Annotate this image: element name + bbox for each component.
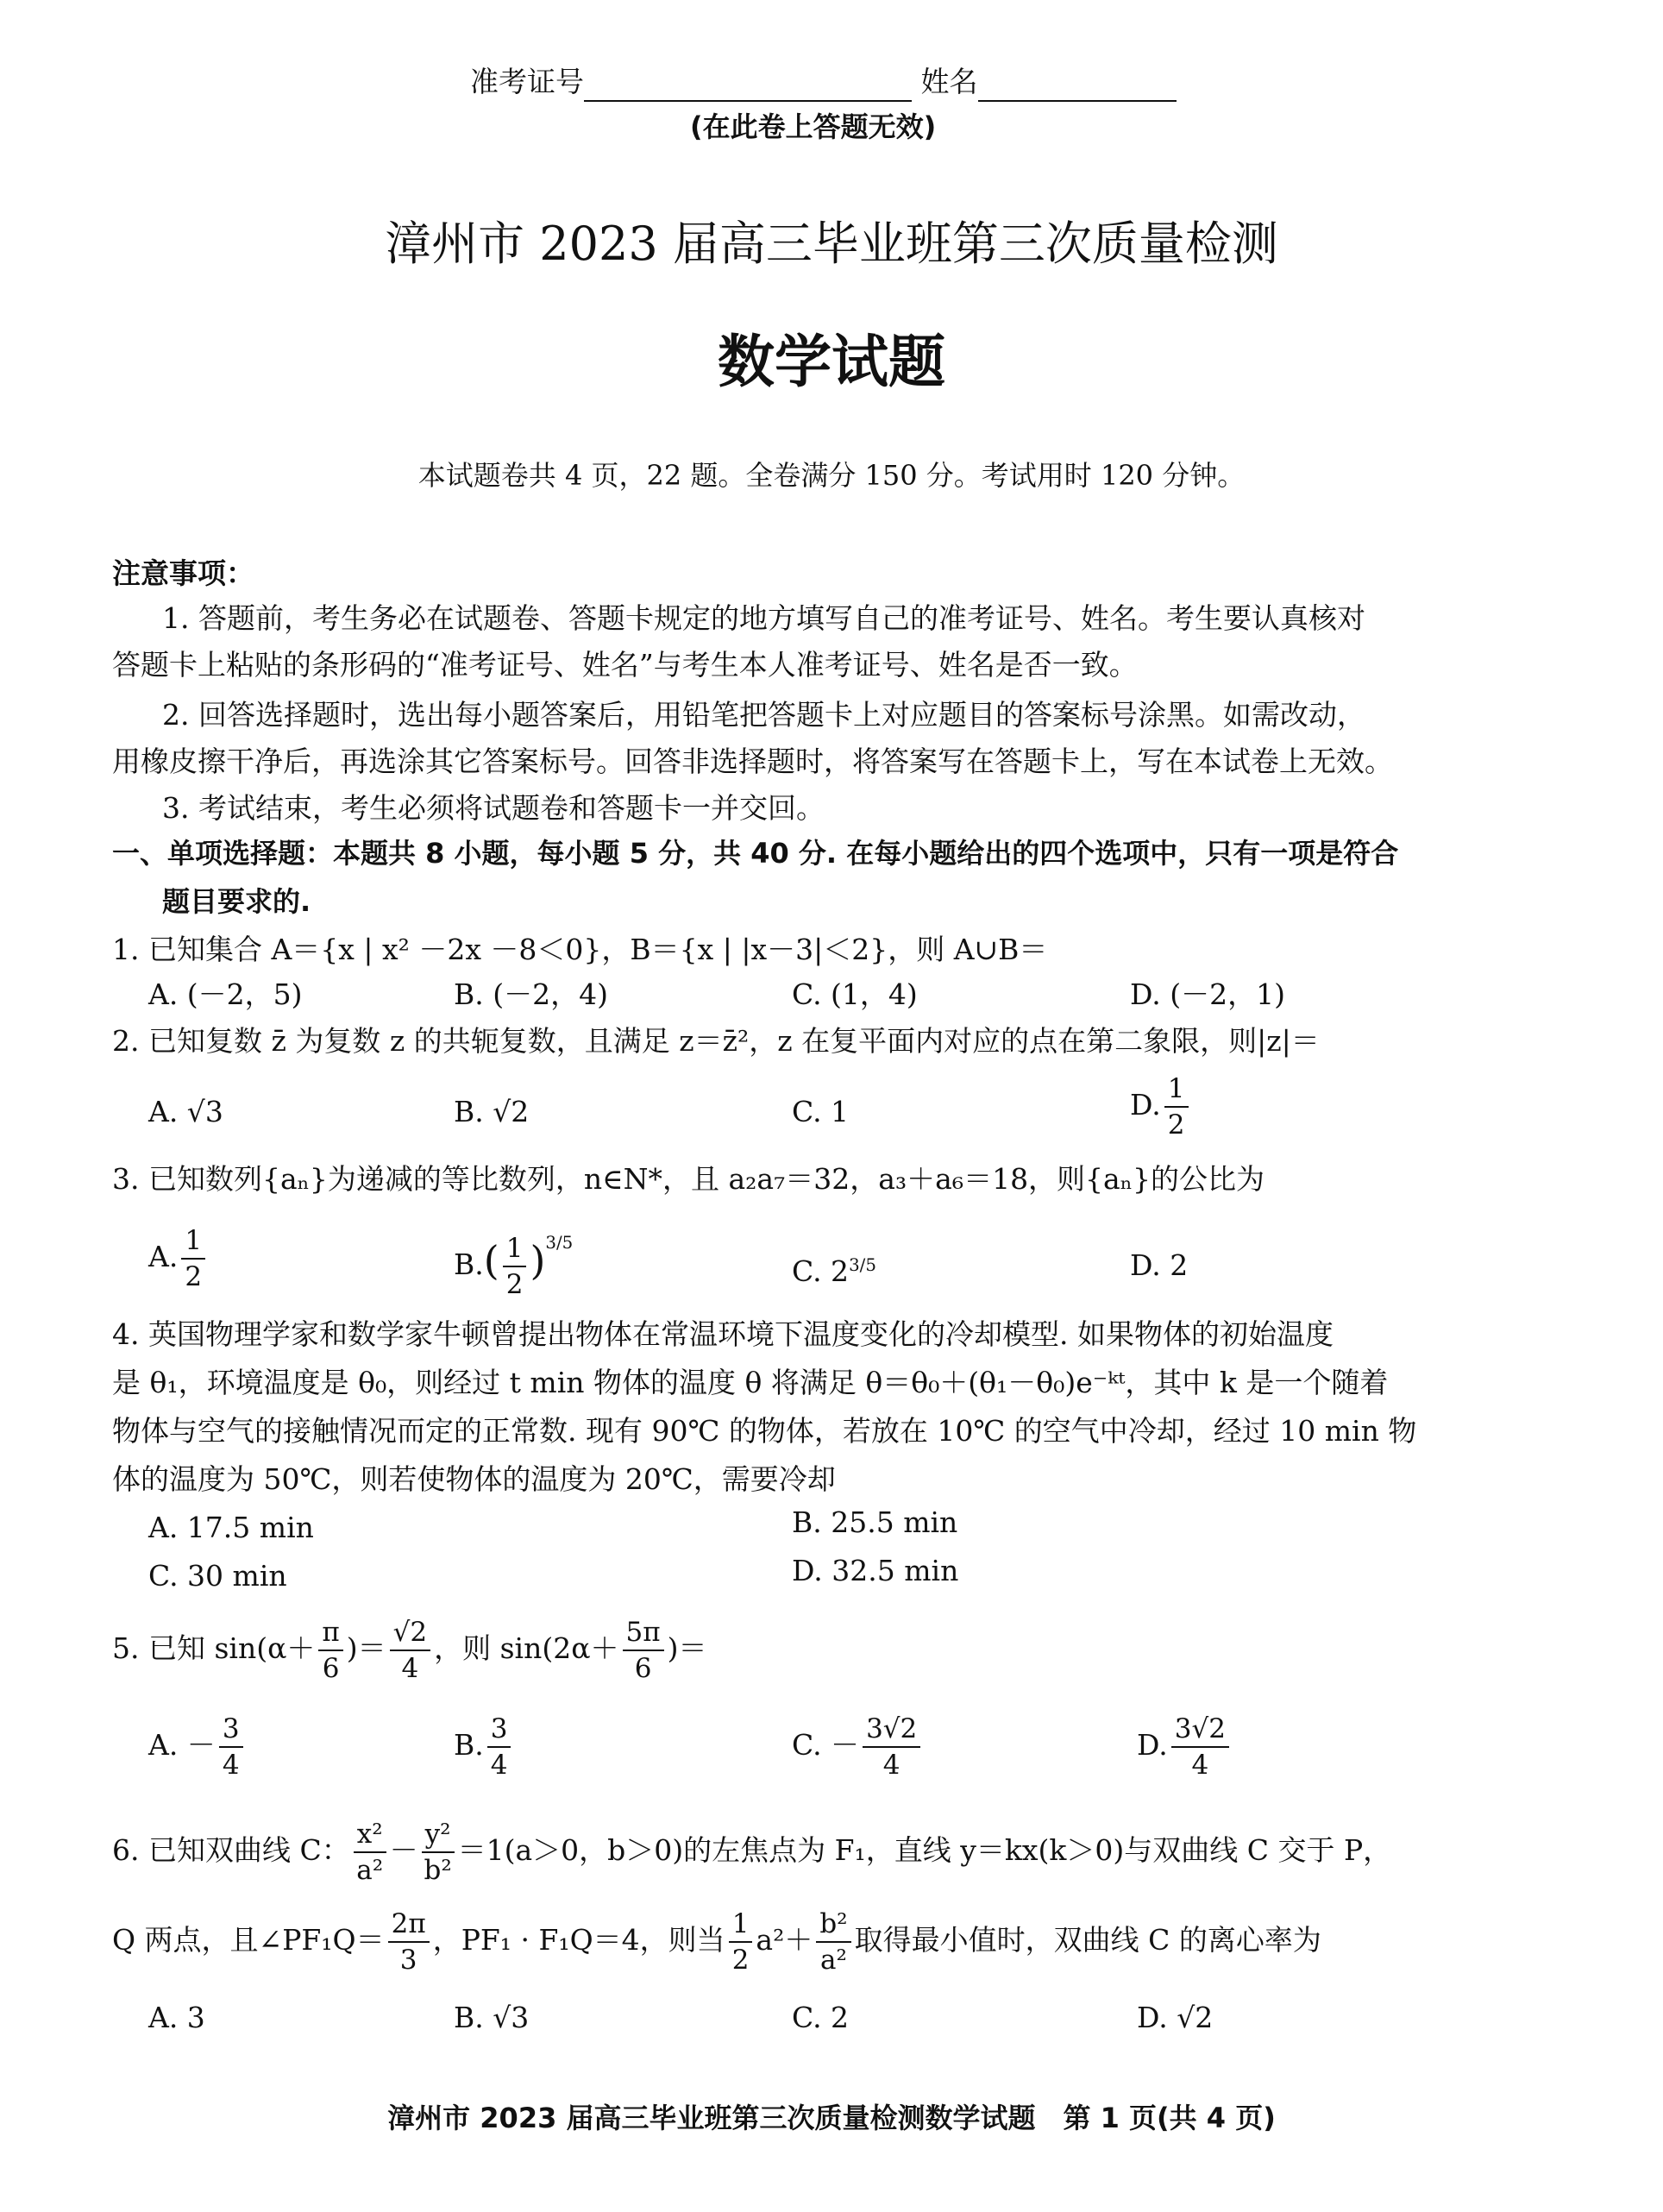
- q5-pi-fraction: [318, 1615, 342, 1686]
- fraction-numerator: 5π: [623, 1615, 664, 1651]
- fraction-numerator: x²: [354, 1817, 386, 1853]
- q2-option-c: C. 1: [792, 1095, 850, 1128]
- fraction-numerator: 1: [1164, 1071, 1189, 1108]
- q5-option-d-label: D.: [1137, 1728, 1168, 1762]
- fraction-numerator: b²: [816, 1907, 850, 1943]
- q1-option-d: D. (－2，1): [1130, 977, 1286, 1011]
- exam-title: 漳州市 2023 届高三毕业班第三次质量检测: [385, 217, 1278, 271]
- q3-option-c: [792, 1246, 876, 1291]
- q4-option-d: D. 32.5 min: [792, 1554, 959, 1587]
- q2-stem: 2. 已知复数 z̄ 为复数 z 的共轭复数，且满足 z＝z̄²，z 在复平面内对应的点在第二象限，则|z|＝: [112, 1024, 1320, 1058]
- q6-stem-part: ＝1(a＞0，b＞0)的左焦点为 F₁，直线 y＝kx(k＞0)与双曲线 C 交于 P，: [457, 1833, 1392, 1867]
- q5-option-c-fraction: [863, 1712, 920, 1782]
- q3-option-c-base: C. 2: [792, 1254, 850, 1288]
- fraction-denominator: 6: [634, 1653, 652, 1684]
- admission-label: 准考证号: [470, 65, 584, 98]
- q2-option-b: B. √2: [454, 1095, 530, 1128]
- q5-option-a-label: A. －: [148, 1728, 216, 1762]
- fraction-numerator: π: [318, 1615, 342, 1651]
- q5-value-fraction: [390, 1615, 430, 1686]
- q5-stem-part: )＝: [667, 1631, 707, 1665]
- q6-y-fraction: [422, 1817, 455, 1888]
- q5-stem-part: )＝: [346, 1631, 386, 1665]
- q4-line-4: 体的温度为 50℃，则若使物体的温度为 20℃，需要冷却: [112, 1462, 836, 1496]
- fraction-denominator: a²: [356, 1855, 384, 1886]
- note-2a: 2. 回答选择题时，选出每小题答案后，用铅笔把答题卡上对应题目的答案标号涂黑。如需改动，: [162, 698, 1365, 732]
- q6-line-1: [112, 1812, 1391, 1889]
- q6-stem-part: 取得最小值时，双曲线 C 的离心率为: [854, 1923, 1321, 1957]
- q4-option-b: B. 25.5 min: [792, 1505, 958, 1539]
- note-1b: 答题卡上粘贴的条形码的“准考证号、姓名”与考生本人准考证号、姓名是否一致。: [112, 648, 1138, 682]
- q2-option-d: [1130, 1071, 1192, 1142]
- q6-option-a: A. 3: [148, 2001, 205, 2034]
- q6-line-2: [112, 1901, 1321, 1979]
- q3-option-a-label: A.: [148, 1240, 179, 1273]
- q5-option-a: [148, 1712, 247, 1782]
- q1-stem: 1. 已知集合 A＝{x | x² －2x －8＜0}，B＝{x | |x－3|＜2}，则 A∪B＝: [112, 933, 1048, 966]
- q3-option-a-fraction: [181, 1223, 205, 1294]
- q6-minus-sign: －: [389, 1833, 418, 1867]
- fraction-denominator: 2: [1167, 1109, 1185, 1141]
- q6-stem-part: 6. 已知双曲线 C：: [112, 1833, 350, 1867]
- fraction-numerator: 1: [729, 1907, 753, 1943]
- q4-line-3: 物体与空气的接触情况而定的正常数. 现有 90℃ 的物体，若放在 10℃ 的空气中冷却，经过 10 min 物: [112, 1414, 1417, 1448]
- q3-option-c-exponent: 3/5: [849, 1255, 876, 1275]
- fraction-numerator: 2π: [388, 1907, 430, 1943]
- fraction-numerator: 3: [487, 1712, 511, 1748]
- q4-line-1: 4. 英国物理学家和数学家牛顿曾提出物体在常温环境下温度变化的冷却模型. 如果物体的初始温度: [112, 1317, 1334, 1351]
- subject-title: 数学试题: [718, 329, 945, 395]
- q3-stem: 3. 已知数列{aₙ}为递减的等比数列，n∈N*，且 a₂a₇＝32，a₃＋a₆＝18，则{aₙ}的公比为: [112, 1162, 1265, 1196]
- q3-option-b-label: B.: [454, 1247, 484, 1281]
- q3-option-a: [148, 1223, 209, 1294]
- q2-option-a: A. √3: [148, 1095, 223, 1128]
- q5-option-c: [792, 1712, 924, 1782]
- q2-option-d-fraction: [1164, 1071, 1189, 1142]
- q3-option-b-exponent: 3/5: [545, 1233, 574, 1253]
- fraction-denominator: 4: [882, 1750, 901, 1781]
- fraction-denominator: 6: [322, 1653, 340, 1684]
- name-blank: [978, 71, 1177, 102]
- fraction-denominator: b²: [424, 1855, 452, 1886]
- fraction-denominator: 3: [399, 1945, 417, 1976]
- fraction-numerator: y²: [422, 1817, 455, 1853]
- invalid-note: (在此卷上答题无效): [690, 110, 937, 143]
- q5-option-b: [454, 1712, 514, 1782]
- q1-option-b: B. (－2，4): [454, 977, 608, 1011]
- q5-option-c-label: C. －: [792, 1728, 860, 1762]
- q5-option-b-label: B.: [454, 1728, 484, 1762]
- q5-option-d: [1137, 1712, 1233, 1782]
- note-1a: 1. 答题前，考生务必在试题卷、答题卡规定的地方填写自己的准考证号、姓名。考生要认真核对: [162, 601, 1365, 635]
- q5-option-b-fraction: [487, 1712, 511, 1782]
- q6-option-c: C. 2: [792, 2001, 850, 2034]
- fraction-numerator: 3: [219, 1712, 243, 1748]
- q3-option-b-fraction: [503, 1231, 527, 1302]
- q6-x-fraction: [354, 1817, 386, 1888]
- fraction-denominator: 2: [505, 1269, 524, 1300]
- q6-stem-part: Q 两点，且∠PF₁Q＝: [112, 1923, 385, 1957]
- q6-stem-part: a²＋: [756, 1923, 813, 1957]
- q1-option-a: A. (－2，5): [148, 977, 303, 1011]
- fraction-denominator: 4: [1191, 1750, 1209, 1781]
- fraction-denominator: 4: [401, 1653, 419, 1684]
- fraction-denominator: a²: [820, 1945, 847, 1976]
- q5-stem-part: ，则 sin(2α＋: [434, 1631, 619, 1665]
- q6-angle-fraction: [388, 1907, 430, 1977]
- q4-line-2: 是 θ₁，环境温度是 θ₀，则经过 t min 物体的温度 θ 将满足 θ＝θ₀＋(θ₁－θ₀)e⁻ᵏᵗ，其中 k 是一个随着: [112, 1366, 1389, 1399]
- q6-half-fraction: [729, 1907, 753, 1977]
- q5-option-d-fraction: [1171, 1712, 1229, 1782]
- fraction-denominator: 2: [731, 1945, 750, 1976]
- q6-option-d: D. √2: [1137, 2001, 1214, 2034]
- page-footer: 漳州市 2023 届高三毕业班第三次质量检测数学试题 第 1 页(共 4 页): [387, 2102, 1276, 2134]
- admission-number-field: [470, 62, 1177, 102]
- note-2b: 用橡皮擦干净后，再选涂其它答案标号。回答非选择题时，将答案写在答题卡上，写在本试卷上无效。: [112, 745, 1393, 778]
- right-paren: ): [530, 1237, 546, 1284]
- q6-stem-part: ，PF₁ · F₁Q＝4，则当: [432, 1923, 725, 1957]
- fraction-denominator: 4: [222, 1750, 240, 1781]
- q5-stem-part: 5. 已知 sin(α＋: [112, 1631, 316, 1665]
- section-1-heading: 一、单项选择题：本题共 8 小题，每小题 5 分，共 40 分. 在每小题给出的四个选项中，只有一项是符合: [112, 837, 1399, 870]
- fraction-numerator: √2: [390, 1615, 430, 1651]
- note-3: 3. 考试结束，考生必须将试题卷和答题卡一并交回。: [162, 791, 825, 825]
- q6-b-over-a-fraction: [816, 1907, 850, 1977]
- fraction-numerator: 3√2: [863, 1712, 920, 1748]
- left-paren: (: [483, 1237, 499, 1284]
- admission-blank: [584, 71, 912, 102]
- q4-option-a: A. 17.5 min: [148, 1511, 314, 1544]
- q2-option-d-label: D.: [1130, 1088, 1161, 1122]
- q3-option-b: [454, 1223, 573, 1302]
- q5-option-a-fraction: [219, 1712, 243, 1782]
- fraction-numerator: 1: [181, 1223, 205, 1260]
- q6-option-b: B. √3: [454, 2001, 530, 2034]
- q1-option-c: C. (1，4): [792, 977, 918, 1011]
- q5-stem: [112, 1610, 706, 1687]
- fraction-numerator: 3√2: [1171, 1712, 1229, 1748]
- name-label: 姓名: [920, 65, 978, 98]
- fraction-denominator: 2: [185, 1261, 203, 1292]
- q5-angle-fraction: [623, 1615, 664, 1686]
- q3-option-d: D. 2: [1130, 1248, 1189, 1282]
- fraction-numerator: 1: [503, 1231, 527, 1267]
- fraction-denominator: 4: [490, 1750, 508, 1781]
- section-1-heading-cont: 题目要求的.: [162, 885, 311, 918]
- notes-heading: 注意事项：: [112, 556, 254, 590]
- q4-option-c: C. 30 min: [148, 1559, 287, 1593]
- exam-summary: 本试题卷共 4 页，22 题。全卷满分 150 分。考试用时 120 分钟。: [417, 459, 1246, 492]
